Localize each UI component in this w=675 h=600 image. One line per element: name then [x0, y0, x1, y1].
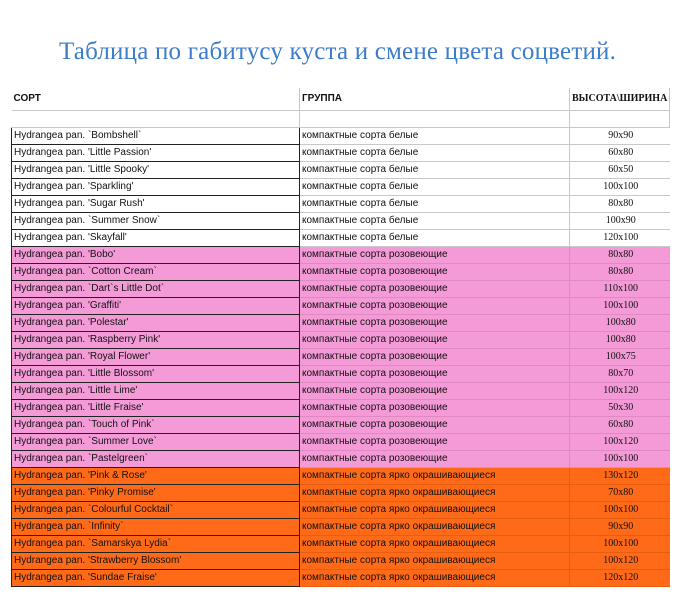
cell-group: компактные сорта белые: [300, 230, 570, 247]
cell-size: 50x30: [570, 400, 670, 417]
cell-group: компактные сорта розовеющие: [300, 315, 570, 332]
table-row: [12, 145, 670, 162]
cell-sort: Hydrangea pan. 'Sundae Fraise': [12, 570, 300, 587]
table-row: [12, 485, 670, 502]
table-row: [12, 451, 670, 468]
table-row: [12, 383, 670, 400]
page-title: Таблица по габитусу куста и смене цвета соцветий.: [58, 38, 617, 65]
header-group: ГРУППА: [300, 88, 570, 111]
cell-sort: Hydrangea pan. 'Skayfall': [12, 230, 300, 247]
cell-size: 100x120: [570, 383, 670, 400]
cell-group: компактные сорта розовеющие: [300, 349, 570, 366]
table-row: [12, 128, 670, 145]
cell-sort: Hydrangea pan. `Colourful Cocktail`: [12, 502, 300, 519]
cell-sort: Hydrangea pan. `Dart`s Little Dot`: [12, 281, 300, 298]
table-row: [12, 536, 670, 553]
cell-size: 100x80: [570, 315, 670, 332]
header-size: ВЫСОТА\ШИРИНА: [570, 88, 670, 111]
empty-cell: [300, 111, 570, 128]
cell-group: компактные сорта ярко окрашивающиеся: [300, 468, 570, 485]
header-sort: СОРТ: [12, 88, 300, 111]
cell-group: компактные сорта ярко окрашивающиеся: [300, 536, 570, 553]
cell-size: 130x120: [570, 468, 670, 485]
table-row: [12, 366, 670, 383]
table-row: [12, 315, 670, 332]
table-header-row: [12, 88, 670, 111]
cell-size: 60x80: [570, 417, 670, 434]
cell-sort: Hydrangea pan. 'Little Lime': [12, 383, 300, 400]
cell-group: компактные сорта белые: [300, 145, 570, 162]
cell-size: 120x120: [570, 570, 670, 587]
cell-group: компактные сорта ярко окрашивающиеся: [300, 519, 570, 536]
cell-sort: Hydrangea pan. 'Bobo': [12, 247, 300, 264]
cell-size: 100x100: [570, 298, 670, 315]
cell-size: 70x80: [570, 485, 670, 502]
cell-group: компактные сорта белые: [300, 213, 570, 230]
cell-size: 100x100: [570, 179, 670, 196]
cell-group: компактные сорта розовеющие: [300, 417, 570, 434]
cell-sort: Hydrangea pan. `Pastelgreen`: [12, 451, 300, 468]
cell-size: 80x80: [570, 196, 670, 213]
table-row: [12, 349, 670, 366]
cell-sort: Hydrangea pan. 'Little Blossom': [12, 366, 300, 383]
table-row: [12, 264, 670, 281]
cell-sort: Hydrangea pan. 'Polestar': [12, 315, 300, 332]
table-row: [12, 502, 670, 519]
cell-group: компактные сорта белые: [300, 196, 570, 213]
cell-sort: Hydrangea pan. 'Little Fraise': [12, 400, 300, 417]
cell-size: 60x50: [570, 162, 670, 179]
cell-group: компактные сорта розовеющие: [300, 247, 570, 264]
table-row: [12, 230, 670, 247]
cell-size: 90x90: [570, 519, 670, 536]
cell-sort: Hydrangea pan. `Summer Snow`: [12, 213, 300, 230]
table-row: [12, 196, 670, 213]
cell-group: компактные сорта розовеющие: [300, 383, 570, 400]
cell-sort: Hydrangea pan. `Samarskya Lydia`: [12, 536, 300, 553]
table-row: [12, 553, 670, 570]
cell-sort: Hydrangea pan. 'Graffiti': [12, 298, 300, 315]
cell-sort: Hydrangea pan. 'Strawberry Blossom': [12, 553, 300, 570]
cell-sort: Hydrangea pan. 'Little Passion': [12, 145, 300, 162]
cell-size: 100x100: [570, 536, 670, 553]
hydrangea-table: [11, 88, 670, 587]
cell-sort: Hydrangea pan. `Bombshell`: [12, 128, 300, 145]
table-row: [12, 519, 670, 536]
cell-sort: Hydrangea pan. 'Raspberry Pink': [12, 332, 300, 349]
table-row: [12, 400, 670, 417]
cell-size: 100x120: [570, 434, 670, 451]
cell-sort: Hydrangea pan. 'Sugar Rush': [12, 196, 300, 213]
table-row: [12, 434, 670, 451]
cell-sort: Hydrangea pan. `Touch of Pink`: [12, 417, 300, 434]
cell-group: компактные сорта ярко окрашивающиеся: [300, 485, 570, 502]
cell-size: 110x100: [570, 281, 670, 298]
cell-group: компактные сорта ярко окрашивающиеся: [300, 553, 570, 570]
table-row: [12, 162, 670, 179]
cell-size: 80x70: [570, 366, 670, 383]
cell-sort: Hydrangea pan. 'Royal Flower': [12, 349, 300, 366]
cell-size: 120x100: [570, 230, 670, 247]
cell-group: компактные сорта белые: [300, 179, 570, 196]
cell-group: компактные сорта ярко окрашивающиеся: [300, 570, 570, 587]
cell-size: 100x90: [570, 213, 670, 230]
cell-group: компактные сорта розовеющие: [300, 264, 570, 281]
cell-size: 60x80: [570, 145, 670, 162]
cell-size: 100x100: [570, 502, 670, 519]
cell-size: 100x75: [570, 349, 670, 366]
table-row: [12, 179, 670, 196]
table-row: [12, 468, 670, 485]
cell-sort: Hydrangea pan. 'Little Spooky': [12, 162, 300, 179]
empty-cell: [12, 111, 300, 128]
cell-group: компактные сорта розовеющие: [300, 332, 570, 349]
cell-group: компактные сорта розовеющие: [300, 451, 570, 468]
table-row: [12, 213, 670, 230]
cell-group: компактные сорта розовеющие: [300, 281, 570, 298]
cell-sort: Hydrangea pan. 'Pink & Rose': [12, 468, 300, 485]
cell-sort: Hydrangea pan. `Infinity`: [12, 519, 300, 536]
cell-size: 100x120: [570, 553, 670, 570]
cell-size: 80x80: [570, 264, 670, 281]
cell-group: компактные сорта ярко окрашивающиеся: [300, 502, 570, 519]
cell-group: компактные сорта розовеющие: [300, 434, 570, 451]
cell-size: 100x80: [570, 332, 670, 349]
cell-group: компактные сорта розовеющие: [300, 366, 570, 383]
table-row: [12, 247, 670, 264]
cell-size: 100x100: [570, 451, 670, 468]
empty-row: [12, 111, 670, 128]
cell-sort: Hydrangea pan. `Summer Love`: [12, 434, 300, 451]
cell-size: 90x90: [570, 128, 670, 145]
table-body: [12, 111, 670, 587]
table-row: [12, 281, 670, 298]
table-row: [12, 298, 670, 315]
cell-size: 80x80: [570, 247, 670, 264]
empty-cell: [570, 111, 670, 128]
cell-group: компактные сорта розовеющие: [300, 298, 570, 315]
cell-sort: Hydrangea pan. `Cotton Cream`: [12, 264, 300, 281]
cell-sort: Hydrangea pan. 'Pinky Promise': [12, 485, 300, 502]
table-row: [12, 570, 670, 587]
cell-sort: Hydrangea pan. 'Sparkling': [12, 179, 300, 196]
cell-group: компактные сорта белые: [300, 128, 570, 145]
table-row: [12, 417, 670, 434]
cell-group: компактные сорта белые: [300, 162, 570, 179]
table-row: [12, 332, 670, 349]
cell-group: компактные сорта розовеющие: [300, 400, 570, 417]
